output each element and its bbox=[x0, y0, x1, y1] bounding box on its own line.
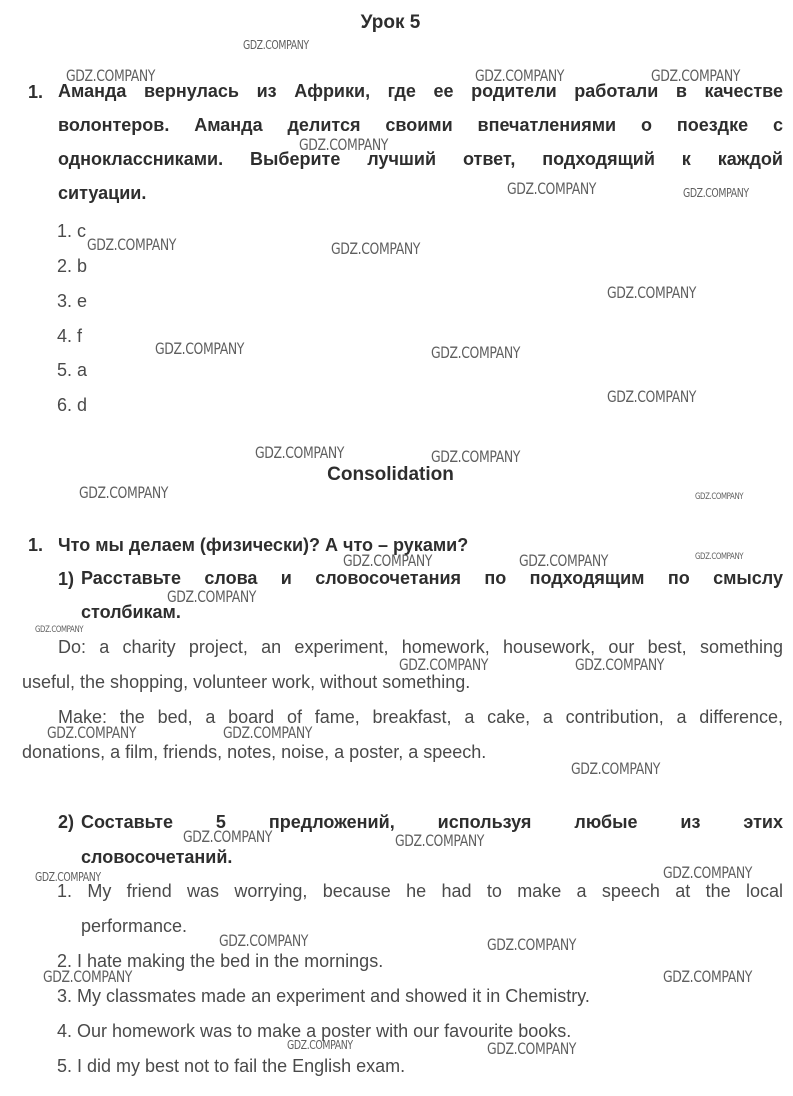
watermark: GDZ.COMPANY bbox=[43, 967, 133, 986]
answer-item: 1. c bbox=[57, 221, 87, 241]
instruction-line: Аманда вернулась из Африки, где ее родители работали в качестве bbox=[58, 81, 783, 101]
watermark: GDZ.COMPANY bbox=[87, 235, 177, 254]
watermark: GDZ.COMPANY bbox=[571, 759, 661, 778]
paragraph-line: Do: a charity project, an experiment, homework, housework, our best, something bbox=[58, 637, 783, 657]
paragraph-line: Make: the bed, a board of fame, breakfast, a cake, a contribution, a difference, bbox=[58, 707, 783, 727]
instruction-line: столбикам. bbox=[81, 602, 181, 622]
sentence-item bbox=[57, 874, 783, 944]
subtask-instruction-line: словосочетаний. bbox=[81, 847, 233, 867]
paragraph-line: useful, the shopping, volunteer work, without something. bbox=[22, 672, 471, 692]
task-instructions bbox=[58, 74, 783, 210]
watermark: GDZ.COMPANY bbox=[35, 870, 101, 884]
answer-item: 6. d bbox=[57, 395, 88, 415]
watermark: GDZ.COMPANY bbox=[395, 831, 485, 850]
watermark: GDZ.COMPANY bbox=[507, 179, 597, 198]
watermark: GDZ.COMPANY bbox=[399, 655, 489, 674]
watermark: GDZ.COMPANY bbox=[331, 239, 421, 258]
watermark: GDZ.COMPANY bbox=[683, 186, 749, 200]
instruction-word: предложений, bbox=[268, 812, 395, 832]
task-heading: Что мы делаем (физически)? А что – руками? bbox=[58, 535, 469, 555]
watermark: GDZ.COMPANY bbox=[343, 551, 433, 570]
watermark: GDZ.COMPANY bbox=[607, 283, 697, 302]
sentence-line: 1. My friend was worrying, because he had to make a speech at the local bbox=[57, 881, 783, 901]
instruction-word: этих bbox=[743, 812, 783, 832]
watermark: GDZ.COMPANY bbox=[35, 625, 84, 635]
answer-item: 5. a bbox=[57, 360, 88, 380]
instruction-line: ситуации. bbox=[58, 183, 147, 203]
watermark: GDZ.COMPANY bbox=[487, 935, 577, 954]
watermark: GDZ.COMPANY bbox=[663, 967, 753, 986]
sentence-item: 4. Our homework was to make a poster with our favourite books. bbox=[57, 1021, 572, 1041]
sentence-item: 5. I did my best not to fail the English exam. bbox=[57, 1056, 406, 1076]
watermark: GDZ.COMPANY bbox=[575, 655, 665, 674]
watermark: GDZ.COMPANY bbox=[255, 443, 345, 462]
watermark: GDZ.COMPANY bbox=[47, 723, 137, 742]
watermark: GDZ.COMPANY bbox=[519, 551, 609, 570]
sentence-line: performance. bbox=[81, 916, 188, 936]
task-number: 1. bbox=[28, 82, 44, 102]
watermark: GDZ.COMPANY bbox=[607, 387, 697, 406]
watermark: GDZ.COMPANY bbox=[223, 723, 313, 742]
watermark: GDZ.COMPANY bbox=[475, 66, 565, 85]
instruction-word: 5 bbox=[215, 812, 226, 832]
answer-item: 3. e bbox=[57, 291, 88, 311]
watermark: GDZ.COMPANY bbox=[183, 827, 273, 846]
lesson-title: Урок 5 bbox=[360, 12, 421, 33]
instruction-word: любые bbox=[574, 812, 638, 832]
watermark: GDZ.COMPANY bbox=[155, 339, 245, 358]
task-number: 1. bbox=[28, 535, 44, 555]
answer-item: 4. f bbox=[57, 326, 83, 346]
instruction-word: Составьте bbox=[81, 812, 173, 832]
answer-item: 2. b bbox=[57, 256, 88, 276]
watermark: GDZ.COMPANY bbox=[487, 1039, 577, 1058]
make-paragraph bbox=[22, 700, 783, 770]
watermark: GDZ.COMPANY bbox=[299, 135, 389, 154]
paragraph-line: donations, a film, friends, notes, noise, a poster, a speech. bbox=[22, 742, 487, 762]
instruction-line: Расставьте слова и словосочетания по подходящим по смыслу bbox=[81, 568, 783, 588]
watermark: GDZ.COMPANY bbox=[695, 552, 744, 562]
watermark: GDZ.COMPANY bbox=[167, 587, 257, 606]
watermark: GDZ.COMPANY bbox=[243, 38, 309, 52]
consolidation-title: Consolidation bbox=[327, 464, 454, 485]
watermark: GDZ.COMPANY bbox=[79, 483, 169, 502]
watermark: GDZ.COMPANY bbox=[219, 931, 309, 950]
watermark: GDZ.COMPANY bbox=[431, 343, 521, 362]
watermark: GDZ.COMPANY bbox=[695, 492, 744, 502]
watermark: GDZ.COMPANY bbox=[287, 1038, 353, 1052]
watermark: GDZ.COMPANY bbox=[66, 66, 156, 85]
watermark: GDZ.COMPANY bbox=[651, 66, 741, 85]
sentence-item: 3. My classmates made an experiment and showed it in Chemistry. bbox=[57, 986, 590, 1006]
subtask-number: 2) bbox=[58, 812, 75, 832]
instruction-line: одноклассниками. Выберите лучший ответ, подходящий к каждой bbox=[58, 149, 783, 169]
instruction-line: волонтеров. Аманда делится своими впечатлениями о поездке с bbox=[58, 115, 783, 135]
watermark: GDZ.COMPANY bbox=[431, 447, 521, 466]
instruction-word: используя bbox=[437, 812, 532, 832]
sentence-item: 2. I hate making the bed in the mornings. bbox=[57, 951, 384, 971]
instruction-word: из bbox=[680, 812, 701, 832]
watermark: GDZ.COMPANY bbox=[663, 863, 753, 882]
subtask-number: 1) bbox=[58, 569, 75, 589]
